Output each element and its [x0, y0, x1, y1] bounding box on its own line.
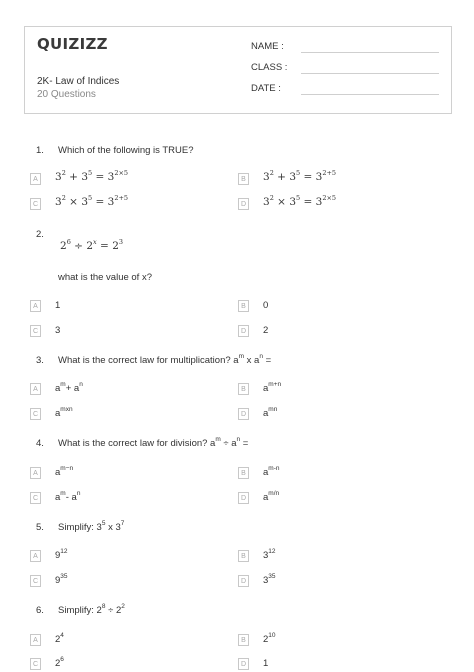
question-2-subtext: what is the value of x?: [58, 272, 152, 283]
option-letter: A: [30, 173, 41, 185]
option-letter: B: [238, 383, 249, 395]
option-letter: C: [30, 408, 41, 420]
date-field[interactable]: [251, 83, 281, 94]
option-letter: A: [30, 383, 41, 395]
date-label: DATE :: [251, 83, 281, 94]
option-expression: $3^2 + 3^5 = 3^{2\times 5}$: [55, 169, 129, 183]
option-text: $3^{12}$: [263, 548, 276, 561]
name-field[interactable]: [251, 41, 284, 52]
question-number: 3.: [36, 355, 44, 366]
option-letter: A: [30, 467, 41, 479]
option-letter: B: [238, 634, 249, 646]
option-text: $a^{mn}$: [263, 406, 278, 419]
question-number: 6.: [36, 605, 44, 616]
class-label: CLASS :: [251, 62, 288, 73]
name-line: [301, 52, 439, 53]
class-line: [301, 73, 439, 74]
option-letter: C: [30, 198, 41, 210]
option-text: $a^{m+n}$: [263, 381, 282, 394]
option-letter: D: [238, 492, 249, 504]
question-number: 2.: [36, 229, 44, 240]
option-letter: C: [30, 325, 41, 337]
option-expression: $3^2 \times 3^5 = 3^{2+5}$: [55, 194, 129, 208]
option-letter: A: [30, 300, 41, 312]
option-text: $3^{35}$: [263, 573, 276, 586]
option-letter: B: [238, 300, 249, 312]
question-number: 5.: [36, 522, 44, 533]
option-text: $2^{10}$: [263, 632, 276, 645]
option-letter: D: [238, 198, 249, 210]
class-field[interactable]: [251, 62, 287, 73]
option-text: $9^{12}$: [55, 548, 68, 561]
option-text: 0: [263, 300, 269, 311]
quizizz-logo: QUIZIZZ: [37, 35, 108, 53]
option-text: 3: [55, 325, 61, 336]
option-letter: D: [238, 575, 249, 587]
question-text: Simplify: $2^8 \div 2^2$: [58, 603, 125, 616]
question-2-expression: $2^6 \div 2^x = 2^3$: [60, 238, 124, 252]
option-letter: D: [238, 408, 249, 420]
option-letter: C: [30, 658, 41, 670]
option-letter: B: [238, 173, 249, 185]
option-expression: $3^2 \times 3^5 = 3^{2\times 5}$: [263, 194, 337, 208]
question-count: 20 Questions: [37, 89, 96, 100]
date-line: [301, 94, 439, 95]
option-letter: A: [30, 634, 41, 646]
question-text: Simplify: $3^5$ x $3^7$: [58, 520, 125, 533]
option-text: $a^{m-n}$: [55, 465, 74, 478]
option-text: $a^m-$ $a^n$: [55, 490, 81, 503]
option-text: 2: [263, 325, 269, 336]
question-text: What is the correct law for division? $a^m \div a^n$ =: [58, 436, 249, 449]
option-text: $a^{m-n}$: [263, 465, 280, 478]
option-letter: D: [238, 658, 249, 670]
option-text: 1: [55, 300, 61, 311]
option-text: $a^{mxn}$: [55, 406, 73, 419]
option-text: $a^{m/n}$: [263, 490, 280, 503]
question-number: 4.: [36, 438, 44, 449]
worksheet-title: 2K- Law of Indices: [37, 76, 120, 87]
option-text: $9^{35}$: [55, 573, 68, 586]
option-text: 1: [263, 658, 269, 669]
option-text: $2^6$: [55, 656, 64, 669]
question-text: What is the correct law for multiplication? $a^m$ x $a^n$ =: [58, 353, 272, 366]
option-letter: A: [30, 550, 41, 562]
option-letter: B: [238, 550, 249, 562]
option-letter: C: [30, 492, 41, 504]
option-text: $a^m+ a^n$: [55, 381, 83, 394]
option-text: $2^4$: [55, 632, 64, 645]
option-letter: D: [238, 325, 249, 337]
question-text: Which of the following is TRUE?: [58, 145, 194, 156]
worksheet-header: [24, 26, 452, 114]
question-number: 1.: [36, 145, 44, 156]
option-letter: B: [238, 467, 249, 479]
option-expression: $3^2 + 3^5 = 3^{2+5}$: [263, 169, 337, 183]
option-letter: C: [30, 575, 41, 587]
name-label: NAME :: [251, 41, 284, 52]
